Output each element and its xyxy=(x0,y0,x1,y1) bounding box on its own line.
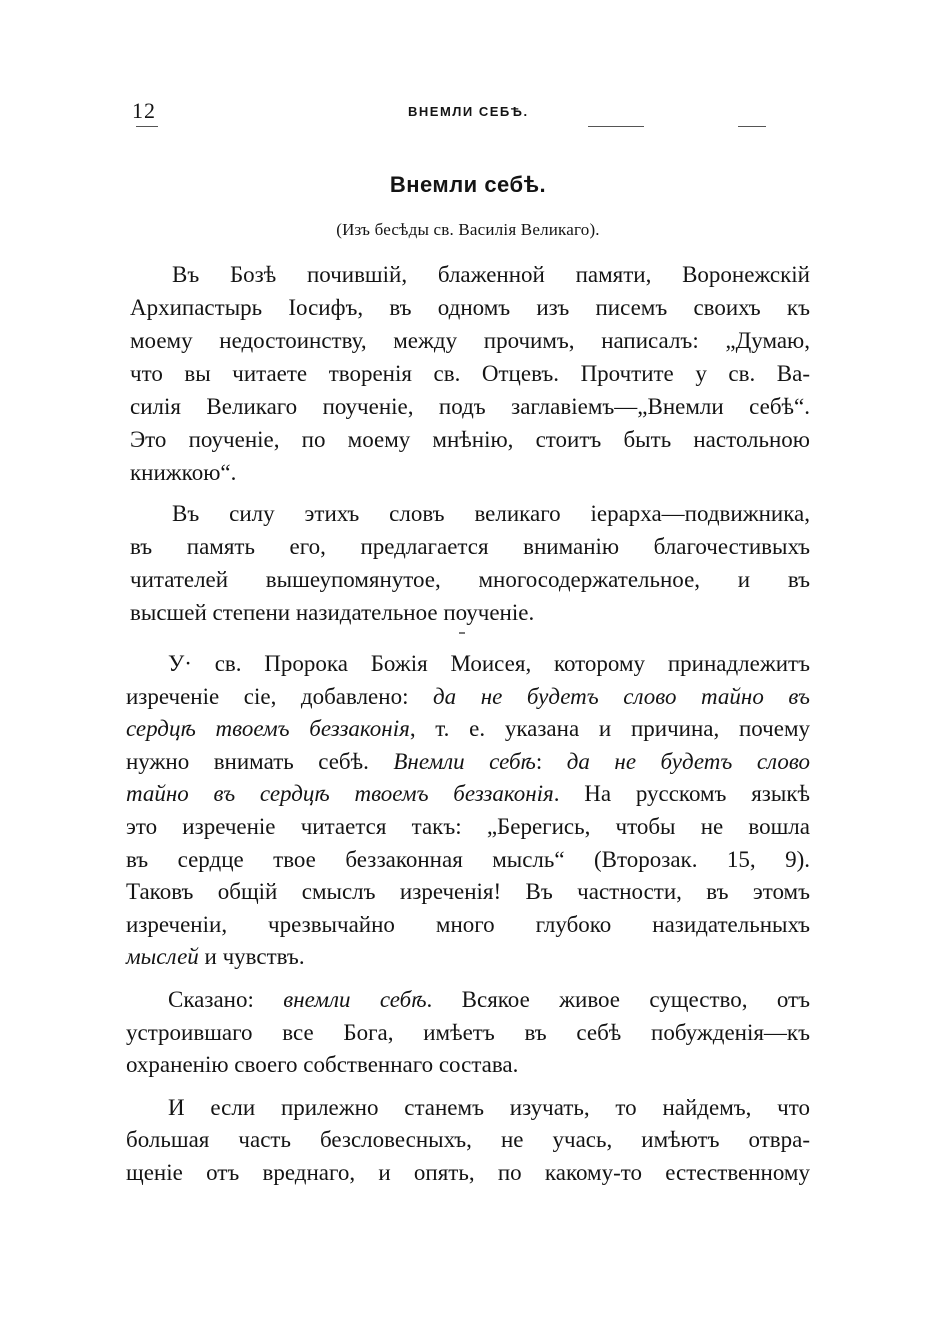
p2-line: въ память его, предлагается вниманію благочестивыхъ xyxy=(130,534,810,559)
page-number: 12 xyxy=(132,98,156,123)
section-title: Внемли себѣ. xyxy=(389,172,547,197)
p4-line: охраненію своего собственнаго состава. xyxy=(126,1052,519,1078)
p1-line: Это поученіе, по моему мнѣнію, стоитъ быть настольною xyxy=(130,427,810,452)
separator-mark xyxy=(459,632,465,634)
section-subtitle: (Изъ бесѣды св. Василія Великаго). xyxy=(336,220,600,239)
p1-line: книжкою“. xyxy=(130,460,237,485)
text-upper xyxy=(130,258,810,629)
text-lower xyxy=(126,648,810,1190)
p3-line: изреченіи, чрезвычайно много глубоко назидательныхъ xyxy=(126,911,810,937)
p3-line: Таковъ общій смыслъ изреченія! Въ частности, въ этомъ xyxy=(126,879,810,905)
p4-line: Сказано: внемли себѣ. Всякое живое существо, отъ xyxy=(168,986,810,1012)
p3-line: нужно внимать себѣ. Внемли себѣ: да не будетъ слово xyxy=(126,748,811,774)
header-rule-far-right xyxy=(738,126,766,127)
p5-line: И если прилежно станемъ изучать, то найдемъ, что xyxy=(168,1094,810,1120)
p5-line: большая часть безсловесныхъ, не учась, имѣютъ отвра- xyxy=(126,1127,810,1153)
p2-line: высшей степени назидательное поученіе. xyxy=(130,600,535,625)
p1-line: Въ Бозѣ почившій, блаженной памяти, Воронежскій xyxy=(172,262,810,287)
p3-line: У· св. Пророка Божія Моисея, которому принадлежитъ xyxy=(168,651,810,676)
header-rule-left xyxy=(136,126,158,127)
p3-line: это изреченіе читается такъ: „Берегись, чтобы не вошла xyxy=(126,813,810,839)
p3-line: сердцѣ твоемъ беззаконія, т. е. указана и причина, почему xyxy=(126,716,810,742)
p5-line: щеніе отъ вреднаго, и опять, по какому-то естественному xyxy=(126,1159,810,1185)
p3-line: въ сердце твое беззаконная мысль“ (Второзак. 15, 9). xyxy=(126,846,810,872)
header-rule-right xyxy=(588,126,644,127)
p1-line: моему недостоинству, между прочимъ, написалъ: „Думаю, xyxy=(130,328,810,353)
p3-line: изреченіе сіе, добавлено: да не будетъ слово тайно въ xyxy=(126,683,810,709)
p4-line: устроившаго все Бога, имѣетъ въ себѣ побужденія—къ xyxy=(126,1019,810,1045)
p2-line: читателей вышеупомянутое, многосодержательное, и въ xyxy=(130,567,810,592)
running-title: ВНЕМЛИ СЕБѢ. xyxy=(408,104,529,119)
p3-line: мыслей и чувствъ. xyxy=(126,944,305,970)
p2-line: Въ силу этихъ словъ великаго іерарха—подвижника, xyxy=(172,501,810,526)
p1-line: Архипастырь Іосифъ, въ одномъ изъ писемъ своихъ къ xyxy=(130,295,810,320)
p1-line: что вы читаете творенія св. Отцевъ. Прочтите у св. Ва- xyxy=(130,361,810,386)
p1-line: силія Великаго поученіе, подъ заглавіемъ—„Внемли себѣ“. xyxy=(130,394,810,419)
p3-line: тайно въ сердцѣ твоемъ беззаконія. На русскомъ языкѣ xyxy=(126,781,810,807)
